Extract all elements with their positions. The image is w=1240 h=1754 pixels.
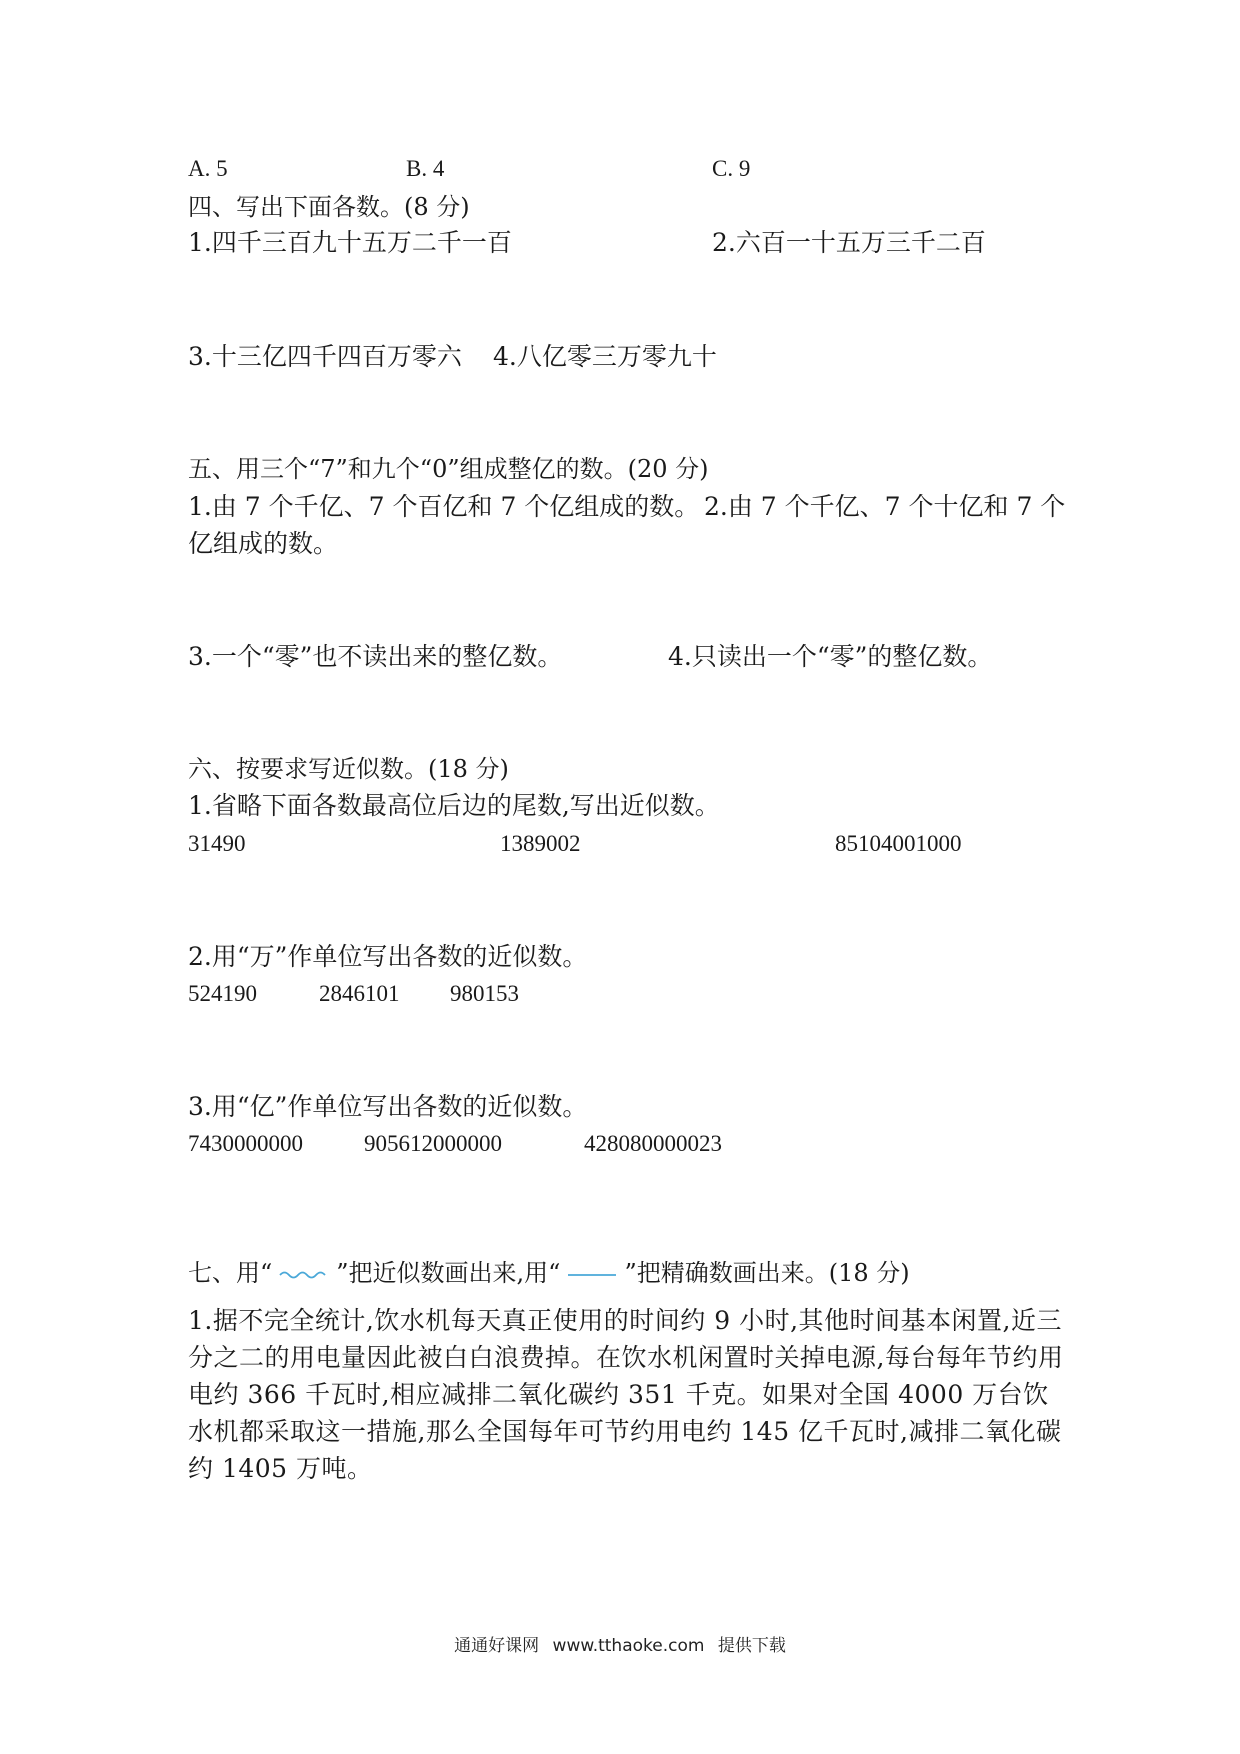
section5-item2-line1: 2.由 7 个千亿、7 个十亿和 7 个 [704,492,1066,521]
option-a: A. 5 [188,156,228,181]
section6-part1-number-1: 31490 [188,831,246,856]
section7-paragraph: 1.据不完全统计,饮水机每天真正使用的时间约 9 小时,其他时间基本闲置,近三分之二的用电量因此被白白浪费掉。在饮水机闲置时关掉电源,每台每年节约用电约 366 千瓦时,相应减排二氧化碳约 351 千克。如果对全国 4000 万台饮水机都采取这一措施,那么全国每年可节约用电约 145 亿千瓦时,减排二氧化碳约 1405 万吨。 [188,1306,1064,1483]
section5-item1: 1.由 7 个千亿、7 个百亿和 7 个亿组成的数。 [188,492,700,521]
footer-site-name: 通通好课网 [454,1636,540,1656]
section6-part3-instruction: 3.用“亿”作单位写出各数的近似数。 [188,1092,588,1121]
section7-heading-prefix: 七、用“ [188,1259,273,1287]
section5-item3: 3.一个“零”也不读出来的整亿数。 [188,642,563,671]
section5-item2-line2: 亿组成的数。 [188,529,339,558]
page-footer [0,1634,1240,1658]
section6-part2-number-3: 980153 [450,981,519,1006]
section7-heading-middle1: ”把近似数画出来,用“ [336,1259,561,1287]
section5-heading: 五、用三个“7”和九个“0”组成整亿的数。(20 分) [188,455,709,483]
section7-heading-middle2: ”把精确数画出来。(18 分) [624,1259,910,1287]
section4-item2: 2.六百一十五万三千二百 [712,228,986,257]
section6-part3-number-1: 7430000000 [188,1131,303,1156]
section7-heading [188,1256,910,1290]
section6-part2-number-2: 2846101 [319,981,400,1006]
footer-url[interactable]: www.tthaoke.com [552,1636,705,1656]
section6-part1-instruction: 1.省略下面各数最高位后边的尾数,写出近似数。 [188,791,720,820]
option-c: C. 9 [712,156,751,181]
wavy-line-icon [278,1268,330,1282]
section6-part1-number-2: 1389002 [500,831,581,856]
section4-item4: 4.八亿零三万零九十 [493,342,717,371]
section6-part3-number-2: 905612000000 [364,1131,502,1156]
section6-part2-number-1: 524190 [188,981,257,1006]
section6-part3-number-3: 428080000023 [584,1131,722,1156]
section4-item3: 3.十三亿四千四百万零六 [188,342,462,371]
section6-part2-instruction: 2.用“万”作单位写出各数的近似数。 [188,942,588,971]
section4-heading: 四、写出下面各数。(8 分) [188,193,470,221]
option-b: B. 4 [406,156,445,181]
straight-line-icon [566,1268,618,1282]
footer-suffix: 提供下载 [717,1636,786,1656]
section6-part1-number-3: 85104001000 [835,831,962,856]
section5-item4: 4.只读出一个“零”的整亿数。 [668,642,993,671]
section4-item1: 1.四千三百九十五万二千一百 [188,228,512,257]
section6-heading: 六、按要求写近似数。(18 分) [188,755,509,783]
